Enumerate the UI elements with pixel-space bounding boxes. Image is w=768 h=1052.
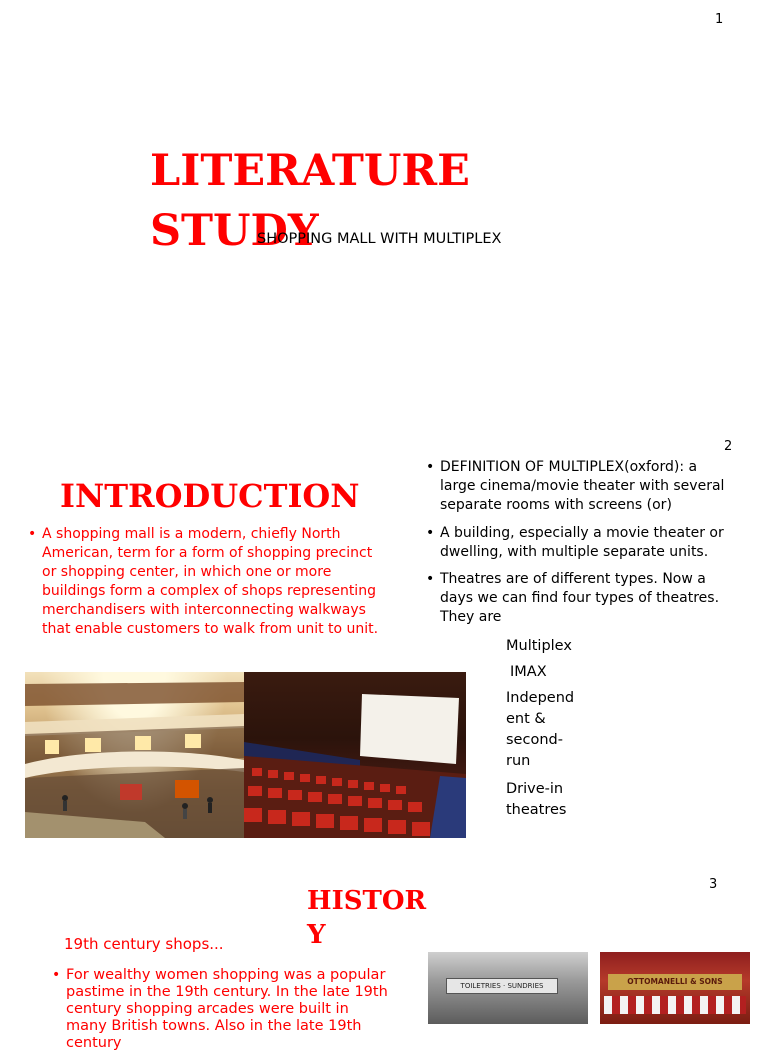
history-subheading: 19th century shops...: [64, 935, 224, 953]
toiletries-shop-photo: [428, 952, 588, 1024]
slide1-title-line2: STUDY: [150, 206, 319, 256]
shopfront-sign: OTTOMANELLI & SONS: [608, 974, 742, 990]
bullet-dot: •: [426, 525, 435, 541]
shopping-mall-photo: [25, 672, 244, 838]
ottomanelli-shop-photo: [600, 952, 750, 1024]
right-bullet-1: [426, 458, 734, 515]
cinema-auditorium-photo: [244, 672, 466, 838]
bullet-dot: •: [426, 459, 435, 475]
page-number-3: 3: [709, 877, 718, 892]
theatre-type-drive-in: Drive-in theatres: [506, 781, 567, 818]
theatre-type-imax: IMAX: [510, 664, 547, 680]
mall-illustration: [25, 672, 244, 838]
toiletries-sign: TOILETRIES · SUNDRIES: [446, 978, 558, 994]
intro-bullet: [28, 525, 380, 639]
right-bullet-1-text: DEFINITION OF MULTIPLEX(oxford): a large cinema/movie theater with several separate rooms with screens (or): [440, 459, 725, 513]
history-heading-line1: HISTOR: [307, 886, 427, 916]
history-heading-line2: Y: [307, 920, 326, 950]
intro-bullet-text: A shopping mall is a modern, chiefly North American, term for a form of shopping precinct or shopping center, in which one or more buildings form a complex of shops representing merchandisers with interconnecting walkways that enable customers to walk from unit to unit.: [42, 526, 379, 637]
right-bullet-3: [426, 570, 734, 627]
bullet-dot: •: [426, 571, 435, 587]
right-bullet-2: [426, 524, 734, 562]
theatre-type-multiplex: Multiplex: [506, 638, 572, 654]
history-bullet-text: For wealthy women shopping was a popular pastime in the 19th century. In the late 19th century shopping arcades were built in many British towns. Also in the late 19th century: [66, 967, 388, 1051]
bullet-dot: •: [28, 526, 37, 542]
history-bullet: [52, 967, 388, 1052]
introduction-heading: INTRODUCTION: [60, 477, 360, 515]
page-number-1: 1: [715, 12, 724, 27]
right-bullet-3-text: Theatres are of different types. Now a days we can find four types of theatres. They are: [440, 571, 720, 625]
slide1-subtitle: SHOPPING MALL WITH MULTIPLEX: [257, 231, 502, 247]
slide1-title-line1: LITERATURE: [150, 146, 470, 196]
cinema-illustration: [244, 672, 466, 838]
bullet-dot: •: [52, 967, 61, 983]
page-number-2: 2: [724, 439, 733, 454]
shop-awning: [604, 996, 746, 1014]
theatre-type-independent: Independ ent & second- run: [506, 690, 575, 769]
right-bullet-2-text: A building, especially a movie theater or dwelling, with multiple separate units.: [440, 525, 724, 560]
